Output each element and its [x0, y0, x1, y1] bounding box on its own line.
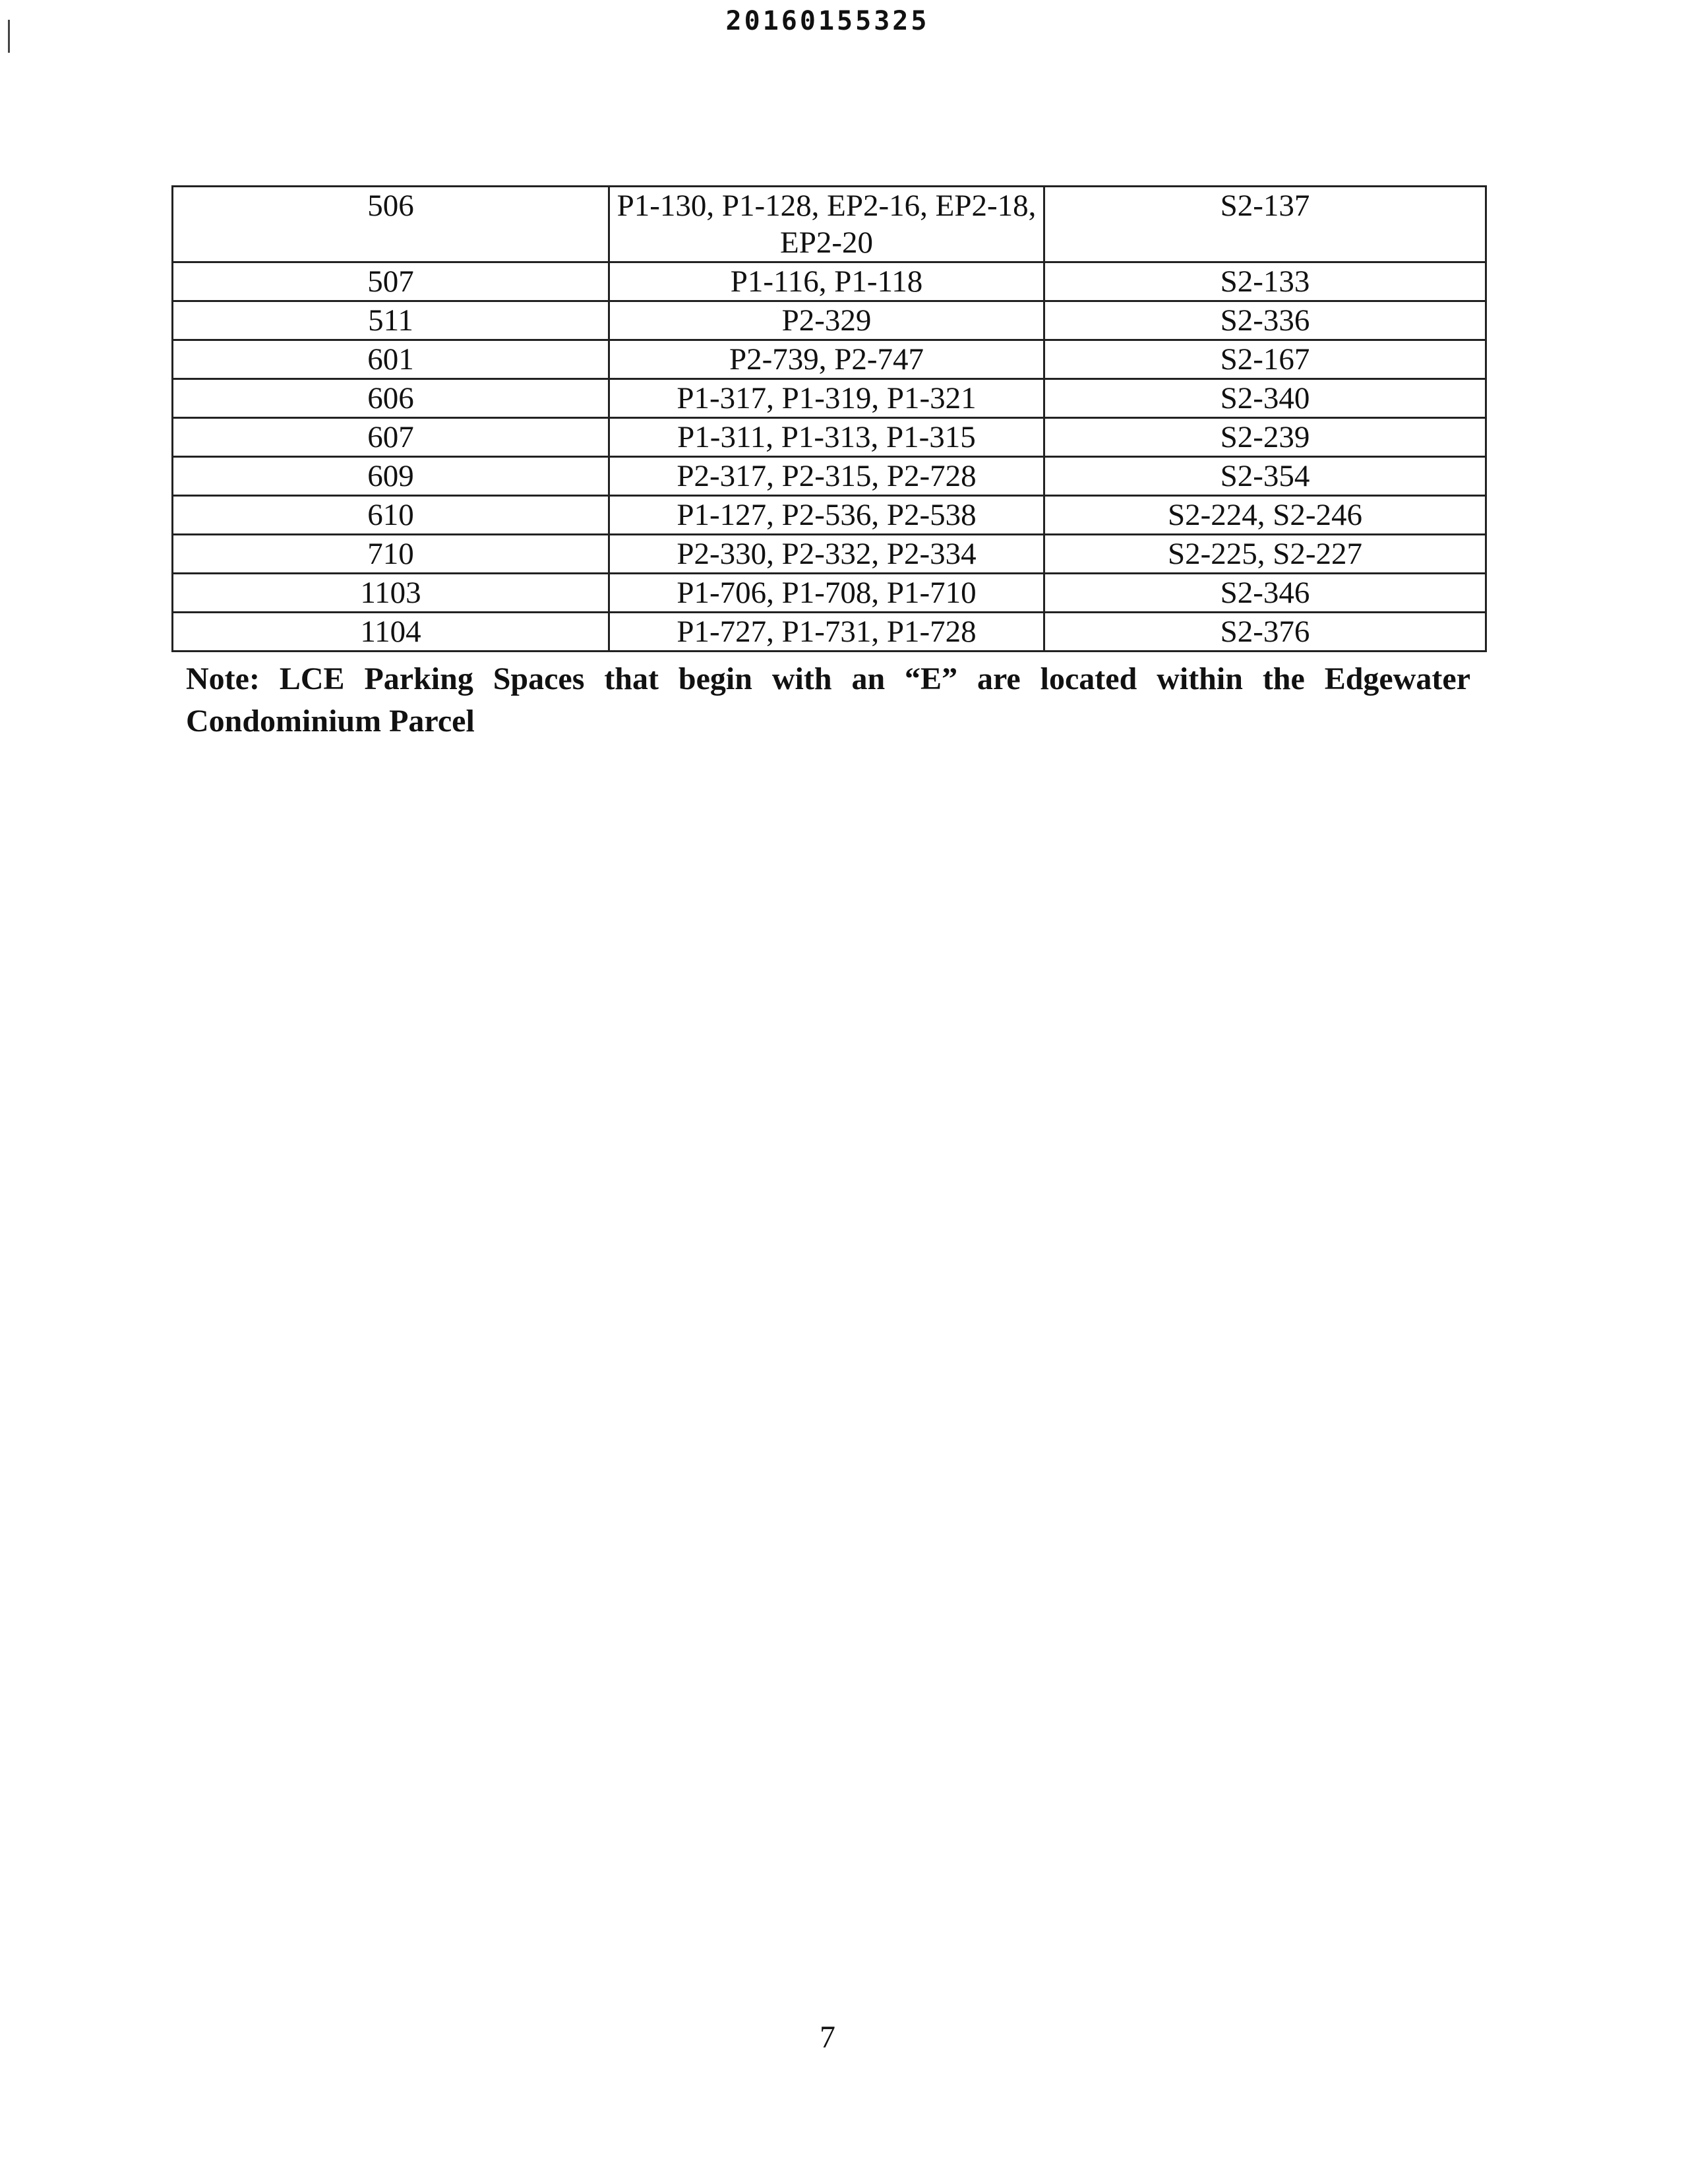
parking-spaces-cell: P2-329 [609, 301, 1044, 340]
parking-spaces-cell: P1-311, P1-313, P1-315 [609, 418, 1044, 457]
unit-cell: 1103 [173, 574, 609, 613]
unit-cell: 506 [173, 187, 609, 262]
unit-cell: 1104 [173, 613, 609, 652]
unit-cell: 606 [173, 379, 609, 418]
parking-spaces-cell: P1-127, P2-536, P2-538 [609, 496, 1044, 535]
storage-cell: S2-376 [1044, 613, 1486, 652]
parking-spaces-cell: P1-130, P1-128, EP2-16, EP2-18, EP2-20 [609, 187, 1044, 262]
parking-spaces-cell: P2-330, P2-332, P2-334 [609, 535, 1044, 574]
document-number: 20160155325 [725, 6, 930, 36]
table-row [173, 535, 1486, 574]
parking-spaces-cell: P2-739, P2-747 [609, 340, 1044, 379]
parking-spaces-cell: P1-116, P1-118 [609, 262, 1044, 301]
table-row [173, 457, 1486, 496]
table-row [173, 262, 1486, 301]
table-note: Note: LCE Parking Spaces that begin with an “E” are located within the Edgewater Condominium Parcel [186, 661, 1470, 739]
unit-cell: 511 [173, 301, 609, 340]
table-row [173, 574, 1486, 613]
storage-cell: S2-225, S2-227 [1044, 535, 1486, 574]
table-row [173, 340, 1486, 379]
parking-spaces-cell: P1-727, P1-731, P1-728 [609, 613, 1044, 652]
storage-cell: S2-239 [1044, 418, 1486, 457]
table-row [173, 613, 1486, 652]
unit-cell: 610 [173, 496, 609, 535]
unit-cell: 609 [173, 457, 609, 496]
table-row [173, 301, 1486, 340]
unit-cell: 507 [173, 262, 609, 301]
storage-cell: S2-224, S2-246 [1044, 496, 1486, 535]
unit-cell: 601 [173, 340, 609, 379]
storage-cell: S2-133 [1044, 262, 1486, 301]
table-row [173, 187, 1486, 262]
page-number: 7 [820, 2020, 835, 2055]
unit-cell: 607 [173, 418, 609, 457]
parking-spaces-cell: P1-706, P1-708, P1-710 [609, 574, 1044, 613]
storage-cell: S2-354 [1044, 457, 1486, 496]
table-body [173, 187, 1486, 652]
parking-spaces-cell: P2-317, P2-315, P2-728 [609, 457, 1044, 496]
storage-cell: S2-167 [1044, 340, 1486, 379]
storage-cell: S2-336 [1044, 301, 1486, 340]
storage-cell: S2-346 [1044, 574, 1486, 613]
parking-assignment-table [171, 185, 1487, 652]
table-row [173, 496, 1486, 535]
parking-spaces-cell: P1-317, P1-319, P1-321 [609, 379, 1044, 418]
storage-cell: S2-137 [1044, 187, 1486, 262]
storage-cell: S2-340 [1044, 379, 1486, 418]
table-row [173, 379, 1486, 418]
table-row [173, 418, 1486, 457]
unit-cell: 710 [173, 535, 609, 574]
